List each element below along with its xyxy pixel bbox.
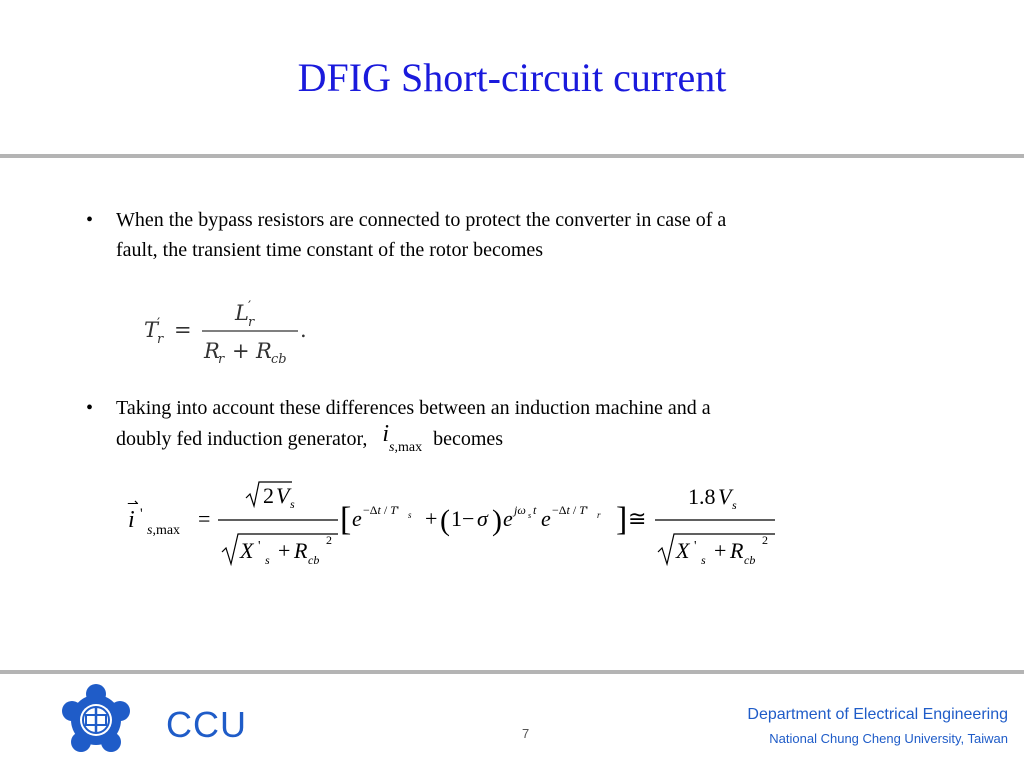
- svg-text:1.8: 1.8: [688, 484, 716, 509]
- department-name: Department of Electrical Engineering: [747, 706, 1008, 723]
- svg-text:T: T: [144, 318, 159, 342]
- svg-text:R: R: [204, 339, 220, 363]
- header-divider: [0, 154, 1024, 158]
- bullet-2-line-2-prefix: doubly fed induction generator,: [116, 428, 368, 450]
- svg-text:s: s: [290, 497, 295, 511]
- svg-text:jω: jω: [514, 503, 526, 517]
- svg-text:2: 2: [762, 533, 768, 547]
- svg-text:e: e: [503, 506, 513, 531]
- short-circuit-current-equation: [120, 478, 790, 578]
- bullet-2-line-2: [116, 423, 996, 457]
- footer-divider: [0, 670, 1024, 674]
- svg-text:r: r: [218, 352, 225, 365]
- svg-text:+: +: [232, 339, 250, 363]
- svg-text:.: .: [300, 318, 307, 342]
- svg-text:cb: cb: [308, 553, 320, 567]
- rotor-time-constant-equation: [140, 295, 320, 365]
- slide-title: DFIG Short-circuit current: [297, 55, 727, 100]
- svg-text:σ: σ: [477, 506, 488, 531]
- svg-text:t: t: [533, 503, 537, 517]
- svg-text:s,max: s,max: [147, 523, 181, 538]
- svg-text:⇀: ⇀: [127, 497, 139, 512]
- svg-text:[: [: [340, 501, 352, 538]
- svg-text:r: r: [157, 332, 164, 347]
- svg-text:': ': [258, 539, 261, 554]
- svg-text:R: R: [256, 339, 272, 363]
- svg-text:2: 2: [263, 483, 274, 508]
- bullet-1-text: [116, 205, 996, 265]
- svg-text:i: i: [128, 507, 135, 533]
- svg-text:V: V: [276, 483, 290, 508]
- svg-text:−Δt / T': −Δt / T': [552, 503, 589, 517]
- bullet-2-text: [116, 393, 996, 457]
- page-number: 7: [522, 726, 530, 741]
- ccu-emblem-icon: [56, 682, 136, 758]
- svg-text:′: ′: [157, 316, 161, 332]
- svg-text:+: +: [425, 506, 438, 531]
- svg-text:': ': [140, 506, 143, 522]
- svg-text:': ': [694, 539, 697, 554]
- svg-text:1−: 1−: [451, 506, 475, 531]
- bullet-1-line-1: When the bypass resistors are connected to protect the converter in case of a: [116, 209, 727, 231]
- svg-text:e: e: [352, 506, 362, 531]
- svg-text:r: r: [597, 510, 601, 520]
- svg-text:s: s: [732, 498, 737, 512]
- svg-text:R: R: [294, 538, 308, 563]
- svg-text:]: ]: [616, 501, 628, 538]
- svg-text:V: V: [718, 484, 732, 509]
- bullet-2-line-1: Taking into account these differences between an induction machine and a: [116, 397, 711, 419]
- svg-text:e: e: [541, 506, 551, 531]
- svg-text:R: R: [730, 538, 744, 563]
- ccu-logo-text: CCU: [166, 704, 247, 745]
- svg-text:X: X: [676, 538, 690, 563]
- svg-text:X: X: [240, 538, 254, 563]
- bullet-marker: •: [86, 209, 94, 231]
- bullet-1-line-2: fault, the transient time constant of the rotor becomes: [116, 239, 544, 261]
- svg-text:=: =: [174, 318, 192, 342]
- svg-text:r: r: [248, 315, 255, 330]
- svg-text:s: s: [528, 511, 532, 520]
- inline-symbol-is-max: $i_{s,max}$: [382, 421, 423, 455]
- svg-text:s: s: [701, 553, 706, 567]
- svg-text:≅: ≅: [628, 506, 647, 531]
- svg-text:=: =: [198, 506, 211, 531]
- svg-text:cb: cb: [744, 553, 756, 567]
- svg-text:′: ′: [248, 299, 252, 315]
- svg-text:+: +: [278, 538, 291, 563]
- bullet-marker: •: [86, 397, 94, 419]
- svg-text:L: L: [235, 301, 249, 325]
- svg-text:(: (: [440, 504, 450, 537]
- svg-text:cb: cb: [271, 352, 287, 365]
- svg-text:+: +: [714, 538, 727, 563]
- svg-text:s: s: [408, 510, 412, 520]
- svg-text:s: s: [265, 553, 270, 567]
- bullet-2-line-2-suffix: becomes: [433, 428, 504, 450]
- svg-text:2: 2: [326, 533, 332, 547]
- university-name: National Chung Cheng University, Taiwan: [769, 731, 1008, 746]
- svg-text:−Δt / T': −Δt / T': [363, 503, 400, 517]
- svg-text:): ): [492, 504, 502, 537]
